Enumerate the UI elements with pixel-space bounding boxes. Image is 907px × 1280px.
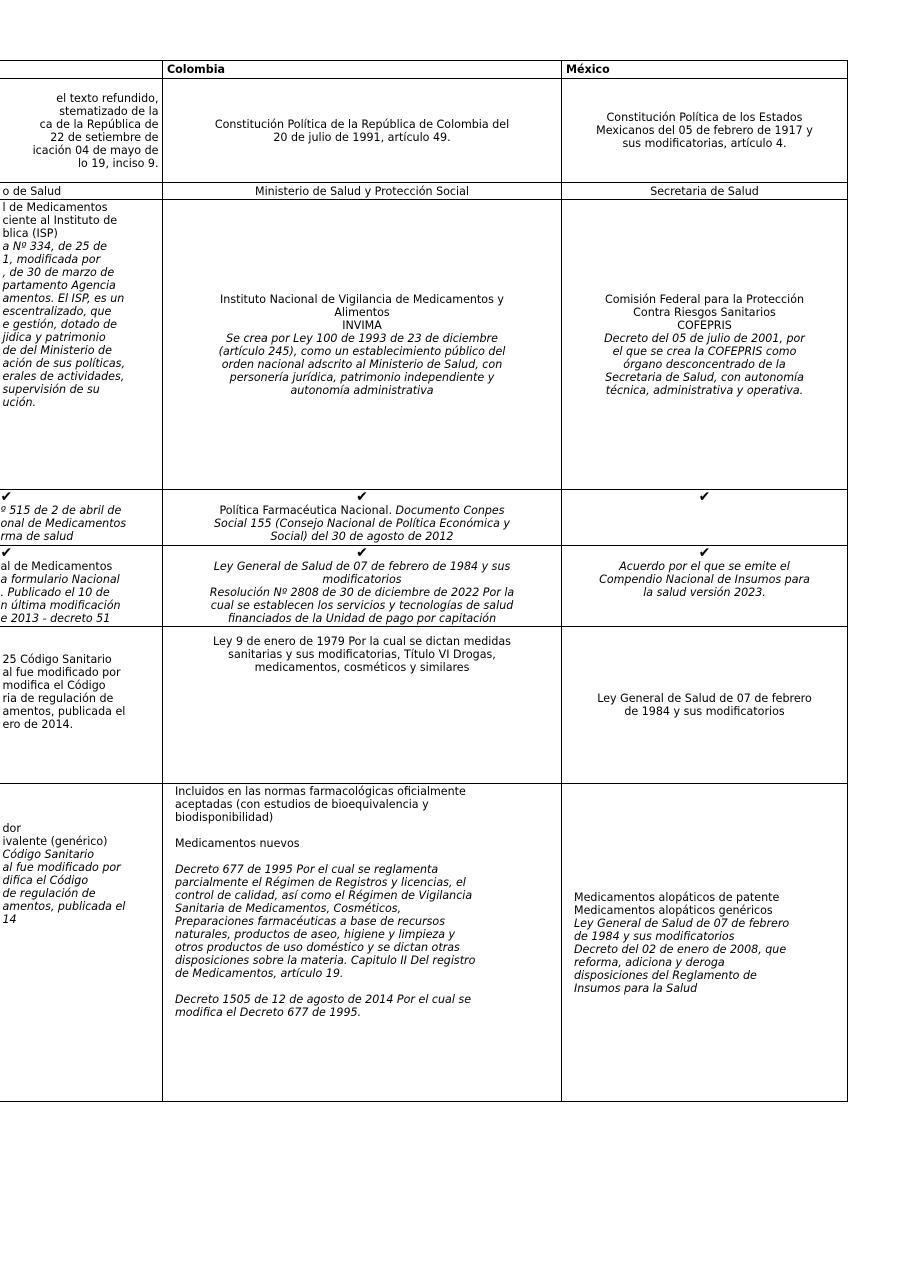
cell-ministry-first xyxy=(0,183,163,200)
table-row-ministry xyxy=(0,183,848,200)
text-line: Secretaria de Salud xyxy=(650,184,759,198)
text-line: modificatorios xyxy=(322,573,402,586)
text-line: medicamentos, cosméticos y similares xyxy=(254,661,470,674)
cell-formulary-first xyxy=(0,546,163,627)
header-cell-mexico: México xyxy=(562,61,848,79)
comparison-table xyxy=(0,60,848,1102)
text-line: 25 Código Sanitario xyxy=(2,653,112,666)
text-line: al de Medicamentos xyxy=(0,560,113,573)
cell-sanitary-code-first xyxy=(0,627,163,784)
text-line: ria de regulación de xyxy=(2,692,114,705)
text-line: técnica, administrativa y operativa. xyxy=(605,383,804,397)
text-line: Social) del 30 de agosto de 2012 xyxy=(270,530,454,543)
text-line: Medicamentos alopáticos genéricos xyxy=(574,903,773,917)
text-line: lo 19, inciso 9. xyxy=(77,156,159,170)
text-line: erales de actividades, xyxy=(2,370,125,383)
text-line: º 515 de 2 de abril de xyxy=(0,504,122,517)
text-line: de 1984 y sus modificatorios xyxy=(624,705,785,718)
text-line: partamento Agencia xyxy=(2,279,116,292)
checkmark-icon: ✔ xyxy=(0,489,13,505)
text-line: Preparaciones farmacéuticas a base de recursos xyxy=(175,915,445,928)
text-line: disposiciones del Reglamento de xyxy=(574,968,757,982)
table-row-agency xyxy=(0,200,848,490)
text-line: Código Sanitario xyxy=(2,848,95,861)
text-line: Instituto Nacional de Vigilancia de Medicamentos y xyxy=(220,292,504,306)
text-line: amentos. El ISP, es un xyxy=(2,292,125,305)
text-line: Compendio Nacional de Insumos para xyxy=(599,573,810,586)
text-line: aceptadas (con estudios de bioequivalencia y xyxy=(175,798,429,811)
text-line: orden nacional adscrito al Ministerio de Salud, con xyxy=(221,357,503,371)
policy-document: Documento Conpes xyxy=(392,504,505,517)
text-line: Mexicanos del 05 de febrero de 1917 y xyxy=(596,124,813,137)
text-line: . Publicado el 10 de xyxy=(0,586,110,599)
text-line: difica el Código xyxy=(2,874,89,887)
text-line: blica (ISP) xyxy=(2,227,58,240)
text-line: e gestión, dotado de xyxy=(2,318,118,331)
text-line: de 1984 y sus modificatorios xyxy=(574,929,735,943)
cell-constitution-colombia xyxy=(163,79,562,183)
text-line: ciente al Instituto de xyxy=(2,214,118,227)
cell-formulary-mexico xyxy=(562,546,848,627)
text-line: parcialmente el Régimen de Registros y licencias, el xyxy=(175,876,466,889)
cell-constitution-mexico xyxy=(562,79,848,183)
text-line: al fue modificado por xyxy=(2,666,121,679)
checkmark-icon: ✔ xyxy=(356,489,368,505)
text-line: 1, modificada por xyxy=(2,253,101,266)
text-line: 14 xyxy=(2,913,17,926)
text-line: COFEPRIS xyxy=(677,318,732,332)
text-line: Decreto del 05 de julio de 2001, por xyxy=(604,331,805,345)
table-row-constitution xyxy=(0,79,848,183)
spacer xyxy=(175,980,557,993)
cell-policy-colombia xyxy=(163,490,562,546)
checkmark-icon: ✔ xyxy=(356,545,368,561)
text-line: ero de 2014. xyxy=(2,718,74,731)
text-line: otros productos de uso doméstico y se dictan otras xyxy=(175,941,460,954)
text-line: de del Ministerio de xyxy=(2,344,112,357)
text-line: dor xyxy=(2,822,21,835)
text-line: naturales, productos de aseo, higiene y limpieza y xyxy=(175,928,456,941)
text-line: autonomía administrativa xyxy=(290,383,434,397)
text-line: modifica el Decreto 677 de 1995. xyxy=(175,1006,362,1019)
text-line: Medicamentos alopáticos de patente xyxy=(574,890,780,904)
cell-constitution-first xyxy=(0,79,163,183)
text-line: modifica el Código xyxy=(2,679,106,692)
text-line: Ley General de Salud de 07 de febrero xyxy=(574,916,790,930)
text-line: 22 de setiembre de xyxy=(50,130,159,144)
text-line: INVIMA xyxy=(342,318,382,332)
text-line: de regulación de xyxy=(2,887,96,900)
table-row-drug-categories xyxy=(0,784,848,1102)
text-line: personería jurídica, patrimonio independiente y xyxy=(229,370,495,384)
text-line: Decreto 1505 de 12 de agosto de 2014 Por el cual se xyxy=(175,993,472,1006)
text-line: sanitarias y sus modificatorias, Título VI Drogas, xyxy=(228,648,496,661)
text-line: 20 de julio de 1991, artículo 49. xyxy=(273,130,451,144)
text-line: , de 30 de marzo de xyxy=(2,266,115,279)
text-line: Constitución Política de la República de Colombia del xyxy=(214,117,510,131)
text-line: Decreto 677 de 1995 Por el cual se reglamenta xyxy=(175,863,439,876)
text-line: la salud versión 2023. xyxy=(643,586,766,599)
text-line: Ley General de Salud de 07 de febrero de 1984 y sus xyxy=(213,560,511,573)
text-line: Constitución Política de los Estados xyxy=(606,111,803,124)
text-line: ca de la República de xyxy=(39,117,159,131)
spacer xyxy=(175,850,557,863)
checkmark-icon: ✔ xyxy=(698,489,711,505)
text-line: Incluidos en las normas farmacológicas oficialmente xyxy=(175,785,466,798)
header-cell-colombia: Colombia xyxy=(163,61,562,79)
cell-drug-categories-first xyxy=(0,784,163,1102)
checkmark-icon: ✔ xyxy=(0,545,13,561)
cell-agency-colombia xyxy=(163,200,562,490)
text-line: Secretaria de Salud, con autonomía xyxy=(605,370,804,384)
cell-drug-categories-colombia xyxy=(163,784,562,1102)
cell-ministry-mexico xyxy=(562,183,848,200)
text-line xyxy=(167,504,557,517)
cell-policy-mexico xyxy=(562,490,848,546)
text-line: biodisponibilidad) xyxy=(175,811,274,824)
text-line: Ley General de Salud de 07 de febrero xyxy=(597,692,812,705)
text-line: rma de salud xyxy=(0,530,74,543)
text-line: l de Medicamentos xyxy=(2,201,108,214)
text-line: jidica y patrimonio xyxy=(2,331,106,344)
text-line: de Medicamentos, artículo 19. xyxy=(175,967,344,980)
policy-name: Política Farmacéutica Nacional. xyxy=(219,504,393,517)
cell-agency-first xyxy=(0,200,163,490)
cell-formulary-colombia xyxy=(163,546,562,627)
text-line: el texto refundido, xyxy=(56,91,159,105)
text-line: Ley 9 de enero de 1979 Por la cual se dictan medidas xyxy=(213,635,511,648)
text-line: ación de sus políticas, xyxy=(2,357,125,370)
text-line: o de Salud xyxy=(2,184,62,198)
text-line: Ministerio de Salud y Protección Social xyxy=(255,184,469,198)
text-line: a formulario Nacional xyxy=(0,573,120,586)
text-line: n última modificación xyxy=(0,599,121,612)
cell-policy-first xyxy=(0,490,163,546)
text-line: disposiciones sobre la materia. Capitulo II Del registro xyxy=(175,954,476,967)
text-line: Alimentos xyxy=(334,305,390,319)
text-line: escentralizado, que xyxy=(2,305,112,318)
text-line: órgano desconcentrado de la xyxy=(623,357,786,371)
text-line: financiados de la Unidad de pago por capitación xyxy=(227,612,497,625)
table-header-row xyxy=(0,61,848,79)
text-line: Insumos para la Salud xyxy=(574,981,698,995)
text-line: control de calidad, así como el Régimen de Vigilancia xyxy=(175,889,473,902)
text-line: ución. xyxy=(2,396,37,409)
cell-sanitary-code-mexico xyxy=(562,627,848,784)
spacer xyxy=(175,824,557,837)
checkmark-icon: ✔ xyxy=(698,545,711,561)
cell-ministry-colombia xyxy=(163,183,562,200)
text-line: al fue modificado por xyxy=(2,861,121,874)
text-line: Medicamentos nuevos xyxy=(175,837,300,850)
text-line: a Nº 334, de 25 de xyxy=(2,240,108,253)
text-line: amentos, publicada el xyxy=(2,900,126,913)
text-line: Contra Riesgos Sanitarios xyxy=(633,305,776,319)
text-line: e 2013 - decreto 51 xyxy=(0,612,111,625)
text-line: cual se establecen los servicios y tecnologías de salud xyxy=(210,599,514,612)
cell-sanitary-code-colombia xyxy=(163,627,562,784)
text-line: Decreto del 02 de enero de 2008, que xyxy=(574,942,787,956)
text-line: Acuerdo por el que se emite el xyxy=(619,560,790,573)
cell-agency-mexico xyxy=(562,200,848,490)
cell-drug-categories-mexico xyxy=(562,784,848,1102)
text-line: Social 155 (Consejo Nacional de Política Económica y xyxy=(214,517,510,530)
table-row-policy xyxy=(0,490,848,546)
text-line: Comisión Federal para la Protección xyxy=(604,292,805,306)
text-line: el que se crea la COFEPRIS como xyxy=(612,344,797,358)
text-line: reforma, adiciona y deroga xyxy=(574,955,725,969)
text-line: icación 04 de mayo de xyxy=(32,143,159,157)
text-line: supervisión de su xyxy=(2,383,100,396)
table-row-formulary xyxy=(0,546,848,627)
header-cell-first xyxy=(0,61,163,79)
text-line: onal de Medicamentos xyxy=(0,517,127,530)
table-row-sanitary-code xyxy=(0,627,848,784)
text-line: Resolución Nº 2808 de 30 de diciembre de 2022 Por la xyxy=(209,586,515,599)
text-line: amentos, publicada el xyxy=(2,705,126,718)
text-line: ivalente (genérico) xyxy=(2,835,108,848)
text-line: stematizado de la xyxy=(59,104,159,118)
text-line: Se crea por Ley 100 de 1993 de 23 de diciembre xyxy=(226,331,498,345)
text-line: Sanitaria de Medicamentos, Cosméticos, xyxy=(175,902,402,915)
text-line: (artículo 245), como un establecimiento público del xyxy=(218,344,506,358)
text-line: sus modificatorias, artículo 4. xyxy=(622,137,787,150)
